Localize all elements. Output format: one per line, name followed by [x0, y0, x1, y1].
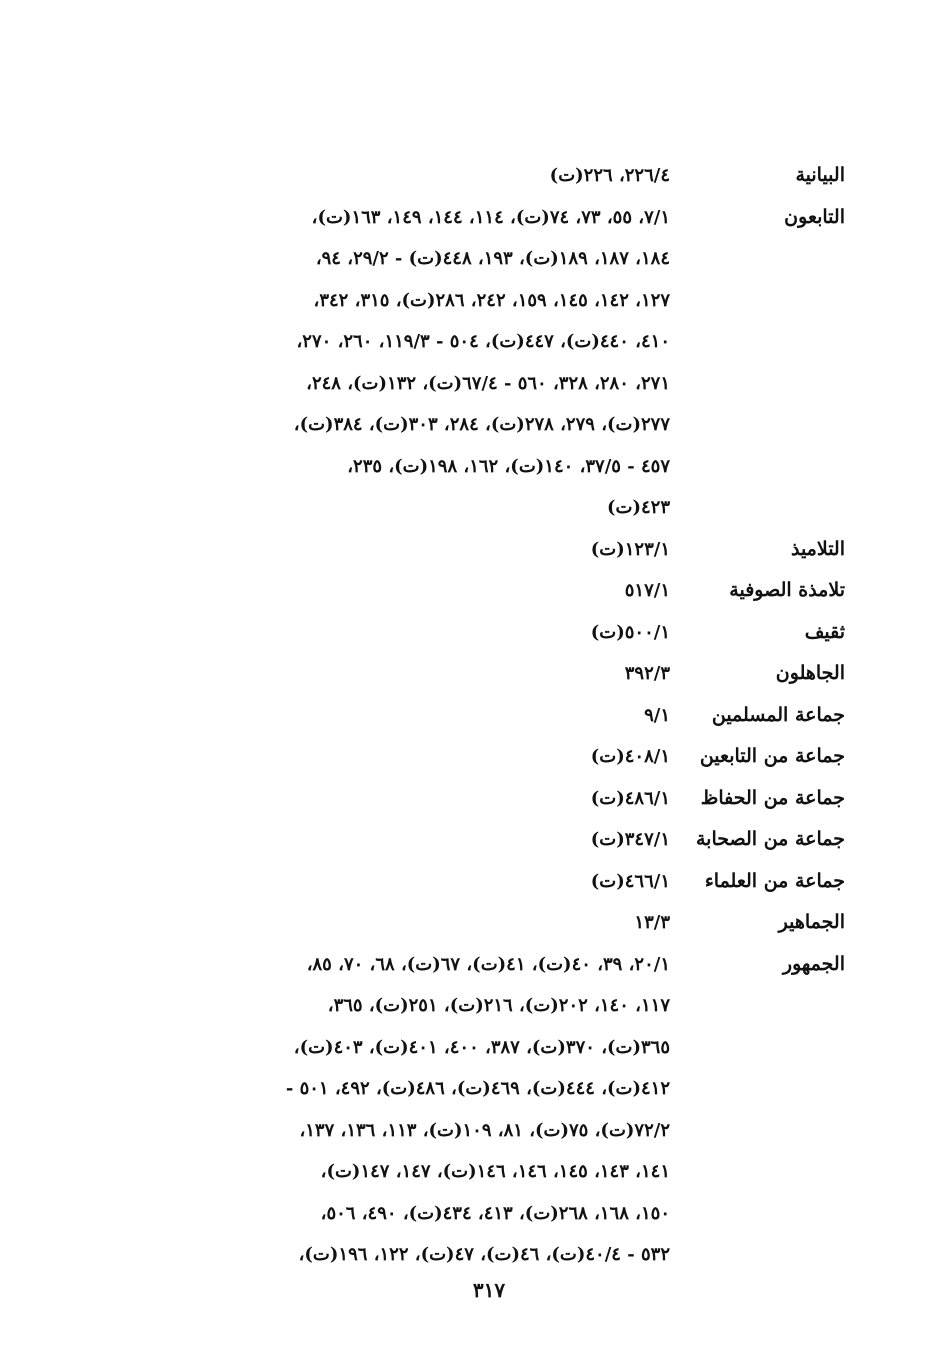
- index-references: [180, 529, 670, 571]
- reference-line: ٤٦٦/١(ت): [590, 870, 670, 892]
- reference-line: ١٢٧، ١٤٢، ١٤٥، ١٥٩، ٢٤٢، ٢٨٦(ت)، ٣١٥، ٣٤٢،: [313, 289, 670, 311]
- index-entry: [120, 197, 845, 529]
- reference-line: ٢٢٦/٤، ٢٢٦(ت): [549, 165, 670, 186]
- index-term: البيانية: [795, 164, 845, 186]
- index-term: الجاهلون: [775, 662, 845, 684]
- index-references: [180, 819, 670, 861]
- index-term: التلاميذ: [790, 537, 845, 560]
- index-term: ثقيف: [804, 620, 845, 643]
- index-entry: [120, 529, 845, 571]
- reference-line: ١٣/٣: [634, 912, 670, 933]
- reference-line: ٤٠٨/١(ت): [590, 746, 670, 767]
- reference-line: ١٨٤، ١٨٧، ١٨٩(ت)، ١٩٣، ٤٤٨(ت) - ٢٩/٢، ٩٤،: [315, 248, 670, 269]
- reference-line: ٣٩٢/٣: [624, 663, 670, 684]
- index-term: جماعة من التابعين: [699, 745, 845, 767]
- index-references: [180, 695, 670, 737]
- reference-line: ٤٨٦/١(ت): [590, 787, 670, 809]
- index-term: جماعة المسلمين: [711, 703, 845, 726]
- reference-line: ٧٢/٢(ت)، ٧٥(ت)، ٨١، ١٠٩(ت)، ١١٣، ١٣٦، ١٣٧،: [299, 1119, 670, 1141]
- index-entry: [120, 861, 845, 903]
- index-references: [180, 570, 670, 612]
- reference-line: ٧/١، ٥٥، ٧٣، ٧٤(ت)، ١١٤، ١٤٤، ١٤٩، ١٦٣(ت)،: [311, 206, 670, 228]
- index-entry: [120, 736, 845, 778]
- index-term: جماعة من العلماء: [704, 869, 845, 892]
- index-entry: [120, 570, 845, 612]
- index-term: الجمهور: [782, 952, 845, 975]
- reference-line: ٢٧٧(ت)، ٢٧٩، ٢٧٨(ت)، ٢٨٤، ٣٠٣(ت)، ٣٨٤(ت)،: [293, 414, 670, 435]
- index-references: [180, 902, 670, 944]
- index-references: [180, 612, 670, 654]
- index-references: [180, 736, 670, 778]
- index-term: الجماهير: [778, 911, 845, 933]
- index-entry: [120, 695, 845, 737]
- page-number: ٣١٧: [472, 1278, 506, 1302]
- reference-line: ٥١٧/١: [624, 580, 670, 601]
- reference-line: ٤٥٧ - ٣٧/٥، ١٤٠(ت)، ١٦٢، ١٩٨(ت)، ٢٣٥،: [347, 455, 670, 477]
- index-term: جماعة من الصحابة: [696, 828, 845, 850]
- index-references: [180, 155, 670, 197]
- reference-line: ٢٧١، ٢٨٠، ٣٢٨، ٥٦٠ - ٦٧/٤(ت)، ١٣٢(ت)، ٢٤٨،: [306, 372, 670, 394]
- reference-line: ١٥٠، ١٦٨، ٢٦٨(ت)، ٤١٣، ٤٣٤(ت)، ٤٩٠، ٥٠٦،: [320, 1202, 670, 1224]
- index-term: التابعون: [784, 205, 845, 228]
- index-list: [120, 155, 845, 1276]
- reference-line: ٤٢٣(ت): [607, 497, 670, 518]
- index-references: [180, 197, 670, 529]
- index-entry: [120, 653, 845, 695]
- reference-line: ١١٧، ١٤٠، ٢٠٢(ت)، ٢١٦(ت)، ٢٥١(ت)، ٣٦٥،: [327, 995, 670, 1016]
- reference-line: ٥٣٢ - ٤٠/٤(ت)، ٤٦(ت)، ٤٧(ت)، ١٢٢، ١٩٦(ت)،: [298, 1244, 670, 1265]
- index-entry: [120, 944, 845, 1276]
- reference-line: ٩/١: [644, 704, 670, 726]
- index-references: [180, 778, 670, 820]
- reference-line: ١٢٣/١(ت): [590, 538, 670, 560]
- reference-line: ٤١٢(ت)، ٤٤٤(ت)، ٤٦٩(ت)، ٤٨٦(ت)، ٤٩٢، ٥٠١ -: [285, 1078, 670, 1099]
- index-references: [180, 861, 670, 903]
- reference-line: ٤١٠، ٤٤٠(ت)، ٤٤٧(ت)، ٥٠٤ - ١١٩/٣، ٢٦٠، ٢٧٠،: [296, 331, 670, 352]
- reference-line: ٣٤٧/١(ت): [590, 829, 670, 850]
- index-entry: [120, 902, 845, 944]
- reference-line: ٣٦٥(ت)، ٣٧٠(ت)، ٣٨٧، ٤٠٠، ٤٠١(ت)، ٤٠٣(ت)،: [293, 1036, 670, 1058]
- index-entry: [120, 819, 845, 861]
- index-term: جماعة من الحفاظ: [700, 786, 845, 809]
- reference-line: ٥٠٠/١(ت): [590, 621, 670, 643]
- index-references: [180, 653, 670, 695]
- index-entry: [120, 778, 845, 820]
- index-term: تلامذة الصوفية: [729, 579, 845, 601]
- reference-line: ٢٠/١، ٣٩، ٤٠(ت)، ٤١(ت)، ٦٧(ت)، ٦٨، ٧٠، ٨٥،: [306, 953, 670, 975]
- reference-line: ١٤١، ١٤٣، ١٤٥، ١٤٦، ١٤٦(ت)، ١٤٧، ١٤٧(ت)،: [320, 1161, 670, 1182]
- index-entry: [120, 612, 845, 654]
- index-entry: [120, 155, 845, 197]
- index-references: [180, 944, 670, 1276]
